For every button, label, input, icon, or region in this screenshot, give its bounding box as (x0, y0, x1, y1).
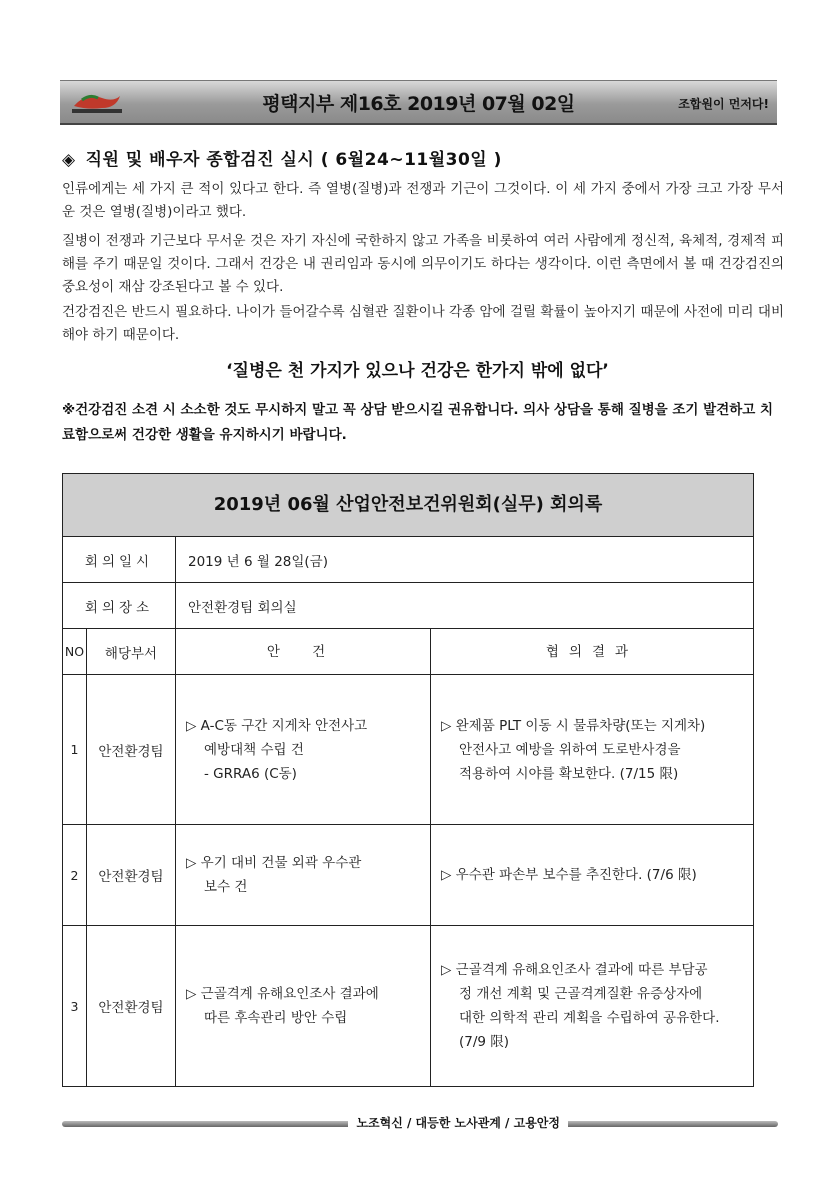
row-agenda (176, 926, 431, 1086)
result-line: (7/9 限) (459, 1034, 510, 1050)
result-line: ▷ 완제품 PLT 이동 시 물류차량(또는 지게차) (441, 717, 706, 734)
result-line: 대한 의학적 관리 계획을 수립하여 공유한다. (459, 1010, 720, 1026)
paragraph-2: 질병이 전쟁과 기근보다 무서운 것은 자기 자신에 국한하지 않고 가족을 비롯하여 여러 사람에게 정신적, 육체적, 경제적 피해를 주기 때문일 것이다. 그래서 건강은 내 권리임과 동시에 의무이기도 하다는 생각이다. 이런 측면에서 볼 때 건강검진의 중요성이 재삼 강조된다고 볼 수 있다. (62, 233, 784, 295)
result-line: 정 개선 계획 및 근골격계질환 유증상자에 (459, 986, 703, 1002)
agenda-line: 따른 후속관리 방안 수립 (204, 1010, 348, 1026)
health-quote: ‘질병은 천 가지가 있으나 건강은 한가지 밖에 없다’ (226, 361, 609, 381)
agenda-line: ▷ A-C동 구간 지게차 안전사고 (186, 717, 368, 734)
column-header-dept: 해당부서 (87, 629, 176, 674)
row-result (431, 926, 753, 1086)
meeting-place-value: 안전환경팀 회의실 (188, 599, 297, 616)
page-footer (62, 1118, 778, 1130)
column-header-agenda: 안 건 (176, 629, 431, 674)
row-result (431, 825, 753, 925)
row-no: 2 (63, 825, 87, 925)
result-line: ▷ 우수관 파손부 보수를 추진한다. (7/6 限) (441, 867, 697, 883)
agenda-line: 보수 건 (204, 879, 248, 895)
checkup-note: ※건강검진 소견 시 소소한 것도 무시하지 말고 꼭 상담 받으시길 권유합니다. 의사 상담을 통해 질병을 조기 발견하고 치료함으로써 건강한 생활을 유지하시기 바랍니다. (62, 402, 774, 443)
table-row (63, 675, 753, 825)
agenda-line: - GRRA6 (C동) (204, 765, 297, 782)
row-result (431, 675, 753, 824)
row-no: 1 (63, 675, 87, 824)
newsletter-title: 평택지부 제16호 2019년 07월 02일 (262, 93, 575, 115)
result-line: 안전사고 예방을 위하여 도로반사경을 (459, 741, 681, 758)
row-no: 3 (63, 926, 87, 1086)
meeting-place-row (63, 583, 753, 629)
agenda-line: ▷ 근골격계 유해요인조사 결과에 (186, 986, 379, 1002)
diamond-bullet-icon: ◈ (62, 150, 76, 170)
row-dept: 안전환경팀 (87, 825, 176, 925)
meeting-date-value: 2019 년 6 월 28일(금) (188, 553, 328, 570)
meeting-place-label: 회의장소 (63, 583, 176, 628)
minutes-title: 2019년 06월 산업안전보건위원회(실무) 회의록 (63, 474, 753, 537)
column-header-result: 협의결과 (545, 643, 639, 660)
table-row (63, 825, 753, 926)
section-title (62, 145, 502, 170)
paragraph-1: 인류에게는 세 가지 큰 적이 있다고 한다. 즉 열병(질병)과 전쟁과 기근이 그것이다. 이 세 가지 중에서 가장 크고 가장 무서운 것은 열병(질병)이라고 했다. (62, 181, 784, 220)
column-header-no: NO (63, 629, 87, 674)
row-dept: 안전환경팀 (87, 926, 176, 1086)
newsletter-header (60, 80, 777, 125)
agenda-line: ▷ 우기 대비 건물 외곽 우수관 (186, 855, 362, 871)
footer-slogan: 노조혁신 / 대등한 노사관계 / 고용안정 (348, 1114, 568, 1131)
row-agenda (176, 675, 431, 824)
meeting-date-label: 회의일시 (63, 537, 176, 582)
row-agenda (176, 825, 431, 925)
result-line: 적용하여 시야를 확보한다. (7/15 限) (459, 765, 679, 782)
paragraph-3: 건강검진은 반드시 필요하다. 나이가 들어갈수록 심혈관 질환이나 각종 암에 걸릴 확률이 높아지기 때문에 사전에 미리 대비해야 하기 때문이다. (62, 304, 784, 343)
row-dept: 안전환경팀 (87, 675, 176, 824)
newsletter-slogan: 조합원이 먼저다! (678, 97, 769, 111)
agenda-line: 예방대책 수립 건 (204, 741, 304, 758)
meeting-date-row (63, 537, 753, 583)
table-header-row (63, 629, 753, 675)
table-row (63, 926, 753, 1086)
section-title-text: 직원 및 배우자 종합검진 실시 ( 6월24~11월30일 ) (85, 150, 502, 170)
result-line: ▷ 근골격계 유해요인조사 결과에 따른 부담공 (441, 962, 708, 978)
meeting-minutes-table (62, 473, 754, 1087)
